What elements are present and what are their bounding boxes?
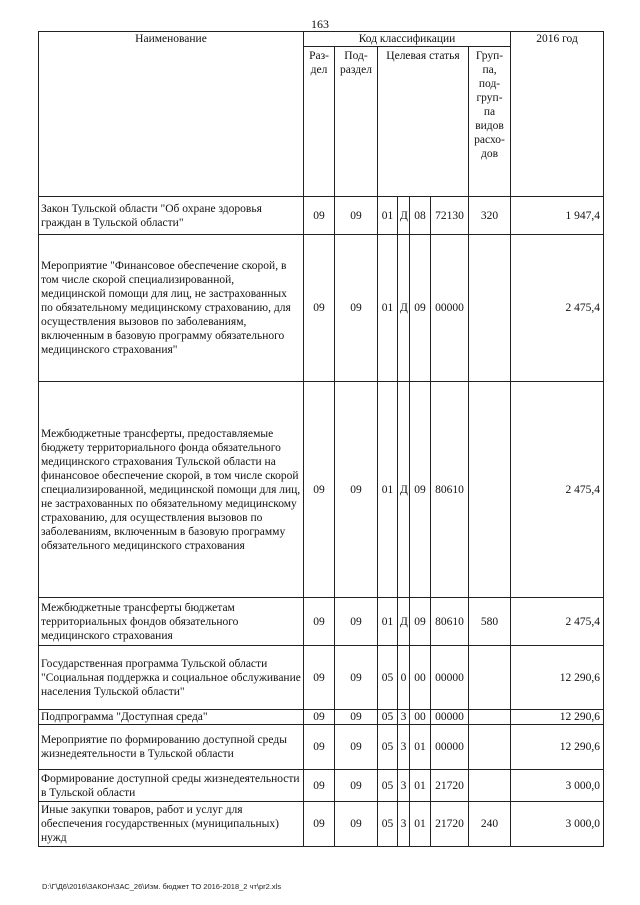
row-target-direction: 80610 bbox=[431, 598, 469, 646]
header-row-1 bbox=[39, 32, 604, 47]
row-podrazdel: 09 bbox=[335, 382, 378, 598]
row-name: Мероприятие "Финансовое обеспечение скорой, в том числе скорой специализированной, медицинской помощи для лиц, не застрахованных по обязательному медицинскому страхованию, для осуществления вызовов по заболеваниям, включенным в базовую программу обязательного медицинского страхования" bbox=[39, 235, 304, 382]
row-target-subprogram: 0 bbox=[398, 646, 410, 710]
row-target-program: 01 bbox=[378, 598, 398, 646]
row-name: Государственная программа Тульской области "Социальная поддержка и социальное обслуживание населения Тульской области" bbox=[39, 646, 304, 710]
row-expense-type bbox=[469, 770, 511, 802]
row-target-program: 05 bbox=[378, 802, 398, 847]
row-podrazdel: 09 bbox=[335, 802, 378, 847]
row-target-event: 09 bbox=[410, 598, 431, 646]
row-target-direction: 00000 bbox=[431, 725, 469, 770]
row-amount: 2 475,4 bbox=[511, 235, 604, 382]
row-target-subprogram: 3 bbox=[398, 725, 410, 770]
row-podrazdel: 09 bbox=[335, 770, 378, 802]
row-target-program: 05 bbox=[378, 770, 398, 802]
file-path-footer: D:\Г\Д6\2016\ЗАКОН\ЗАС_26\Изм. бюджет ТО 2016-2018_2 чт\pr2.xls bbox=[42, 882, 282, 891]
row-target-subprogram: 3 bbox=[398, 770, 410, 802]
row-razdel: 09 bbox=[304, 598, 335, 646]
header-podrazdel: Под- раздел bbox=[335, 47, 378, 197]
row-target-program: 05 bbox=[378, 725, 398, 770]
row-expense-type bbox=[469, 382, 511, 598]
row-name: Закон Тульской области "Об охране здоровья граждан в Тульской области" bbox=[39, 197, 304, 235]
row-podrazdel: 09 bbox=[335, 598, 378, 646]
row-expense-type bbox=[469, 725, 511, 770]
row-target-direction: 21720 bbox=[431, 770, 469, 802]
row-target-direction: 72130 bbox=[431, 197, 469, 235]
row-target-event: 09 bbox=[410, 382, 431, 598]
table-row bbox=[39, 725, 604, 770]
header-celevaya-statya: Целевая статья bbox=[378, 47, 469, 197]
row-name: Формирование доступной среды жизнедеятельности в Тульской области bbox=[39, 770, 304, 802]
row-amount: 1 947,4 bbox=[511, 197, 604, 235]
page-number: 163 bbox=[311, 17, 329, 31]
row-razdel: 09 bbox=[304, 646, 335, 710]
header-gruppa-vidov-raskhodov: Груп- па, под- груп- па видов расхо- дов bbox=[469, 47, 511, 197]
row-target-event: 00 bbox=[410, 646, 431, 710]
row-podrazdel: 09 bbox=[335, 725, 378, 770]
row-target-direction: 00000 bbox=[431, 646, 469, 710]
row-razdel: 09 bbox=[304, 802, 335, 847]
row-target-event: 01 bbox=[410, 802, 431, 847]
row-target-direction: 00000 bbox=[431, 710, 469, 725]
row-target-event: 08 bbox=[410, 197, 431, 235]
table-row bbox=[39, 598, 604, 646]
row-expense-type bbox=[469, 710, 511, 725]
row-amount: 12 290,6 bbox=[511, 710, 604, 725]
row-podrazdel: 09 bbox=[335, 197, 378, 235]
row-target-subprogram: Д bbox=[398, 598, 410, 646]
table-row bbox=[39, 382, 604, 598]
row-razdel: 09 bbox=[304, 710, 335, 725]
row-name: Мероприятие по формированию доступной среды жизнедеятельности в Тульской области bbox=[39, 725, 304, 770]
table-row bbox=[39, 802, 604, 847]
table-row bbox=[39, 770, 604, 802]
row-name: Межбюджетные трансферты бюджетам территориальных фондов обязательного медицинского страхования bbox=[39, 598, 304, 646]
row-target-program: 01 bbox=[378, 235, 398, 382]
row-expense-type: 320 bbox=[469, 197, 511, 235]
row-expense-type bbox=[469, 646, 511, 710]
budget-table bbox=[38, 31, 604, 847]
row-name: Иные закупки товаров, работ и услуг для обеспечения государственных (муниципальных) нужд bbox=[39, 802, 304, 847]
row-target-direction: 21720 bbox=[431, 802, 469, 847]
row-target-program: 01 bbox=[378, 382, 398, 598]
row-amount: 2 475,4 bbox=[511, 598, 604, 646]
row-expense-type bbox=[469, 235, 511, 382]
row-target-subprogram: Д bbox=[398, 235, 410, 382]
row-expense-type: 580 bbox=[469, 598, 511, 646]
row-target-program: 01 bbox=[378, 197, 398, 235]
row-amount: 3 000,0 bbox=[511, 770, 604, 802]
row-target-subprogram: Д bbox=[398, 197, 410, 235]
row-expense-type: 240 bbox=[469, 802, 511, 847]
table-row bbox=[39, 646, 604, 710]
header-name: Наименование bbox=[39, 32, 304, 197]
row-razdel: 09 bbox=[304, 235, 335, 382]
row-podrazdel: 09 bbox=[335, 646, 378, 710]
table-row bbox=[39, 197, 604, 235]
header-year: 2016 год bbox=[511, 32, 604, 197]
row-target-subprogram: 3 bbox=[398, 802, 410, 847]
row-target-direction: 80610 bbox=[431, 382, 469, 598]
row-razdel: 09 bbox=[304, 382, 335, 598]
row-target-event: 00 bbox=[410, 710, 431, 725]
row-amount: 3 000,0 bbox=[511, 802, 604, 847]
row-target-event: 01 bbox=[410, 770, 431, 802]
row-podrazdel: 09 bbox=[335, 235, 378, 382]
table-row bbox=[39, 710, 604, 725]
row-amount: 12 290,6 bbox=[511, 646, 604, 710]
row-razdel: 09 bbox=[304, 725, 335, 770]
row-target-subprogram: 3 bbox=[398, 710, 410, 725]
row-podrazdel: 09 bbox=[335, 710, 378, 725]
header-razdel: Раз- дел bbox=[304, 47, 335, 197]
row-target-program: 05 bbox=[378, 710, 398, 725]
row-amount: 2 475,4 bbox=[511, 382, 604, 598]
header-classification: Код классификации bbox=[304, 32, 511, 47]
row-razdel: 09 bbox=[304, 197, 335, 235]
row-target-event: 09 bbox=[410, 235, 431, 382]
row-target-program: 05 bbox=[378, 646, 398, 710]
row-name: Межбюджетные трансферты, предоставляемые бюджету территориального фонда обязательного медицинского страхования Тульской области на финансовое обеспечение скорой, в том числе скорой специализированной, медицинской помощи для лиц, не застрахованных по обязательному медицинскому страхованию, для осуществления вызовов по заболеваниям, включенным в базовую программу обязательного медицинского страхования bbox=[39, 382, 304, 598]
row-target-direction: 00000 bbox=[431, 235, 469, 382]
row-amount: 12 290,6 bbox=[511, 725, 604, 770]
row-razdel: 09 bbox=[304, 770, 335, 802]
row-name: Подпрограмма "Доступная среда" bbox=[39, 710, 304, 725]
table-row bbox=[39, 235, 604, 382]
row-target-event: 01 bbox=[410, 725, 431, 770]
row-target-subprogram: Д bbox=[398, 382, 410, 598]
